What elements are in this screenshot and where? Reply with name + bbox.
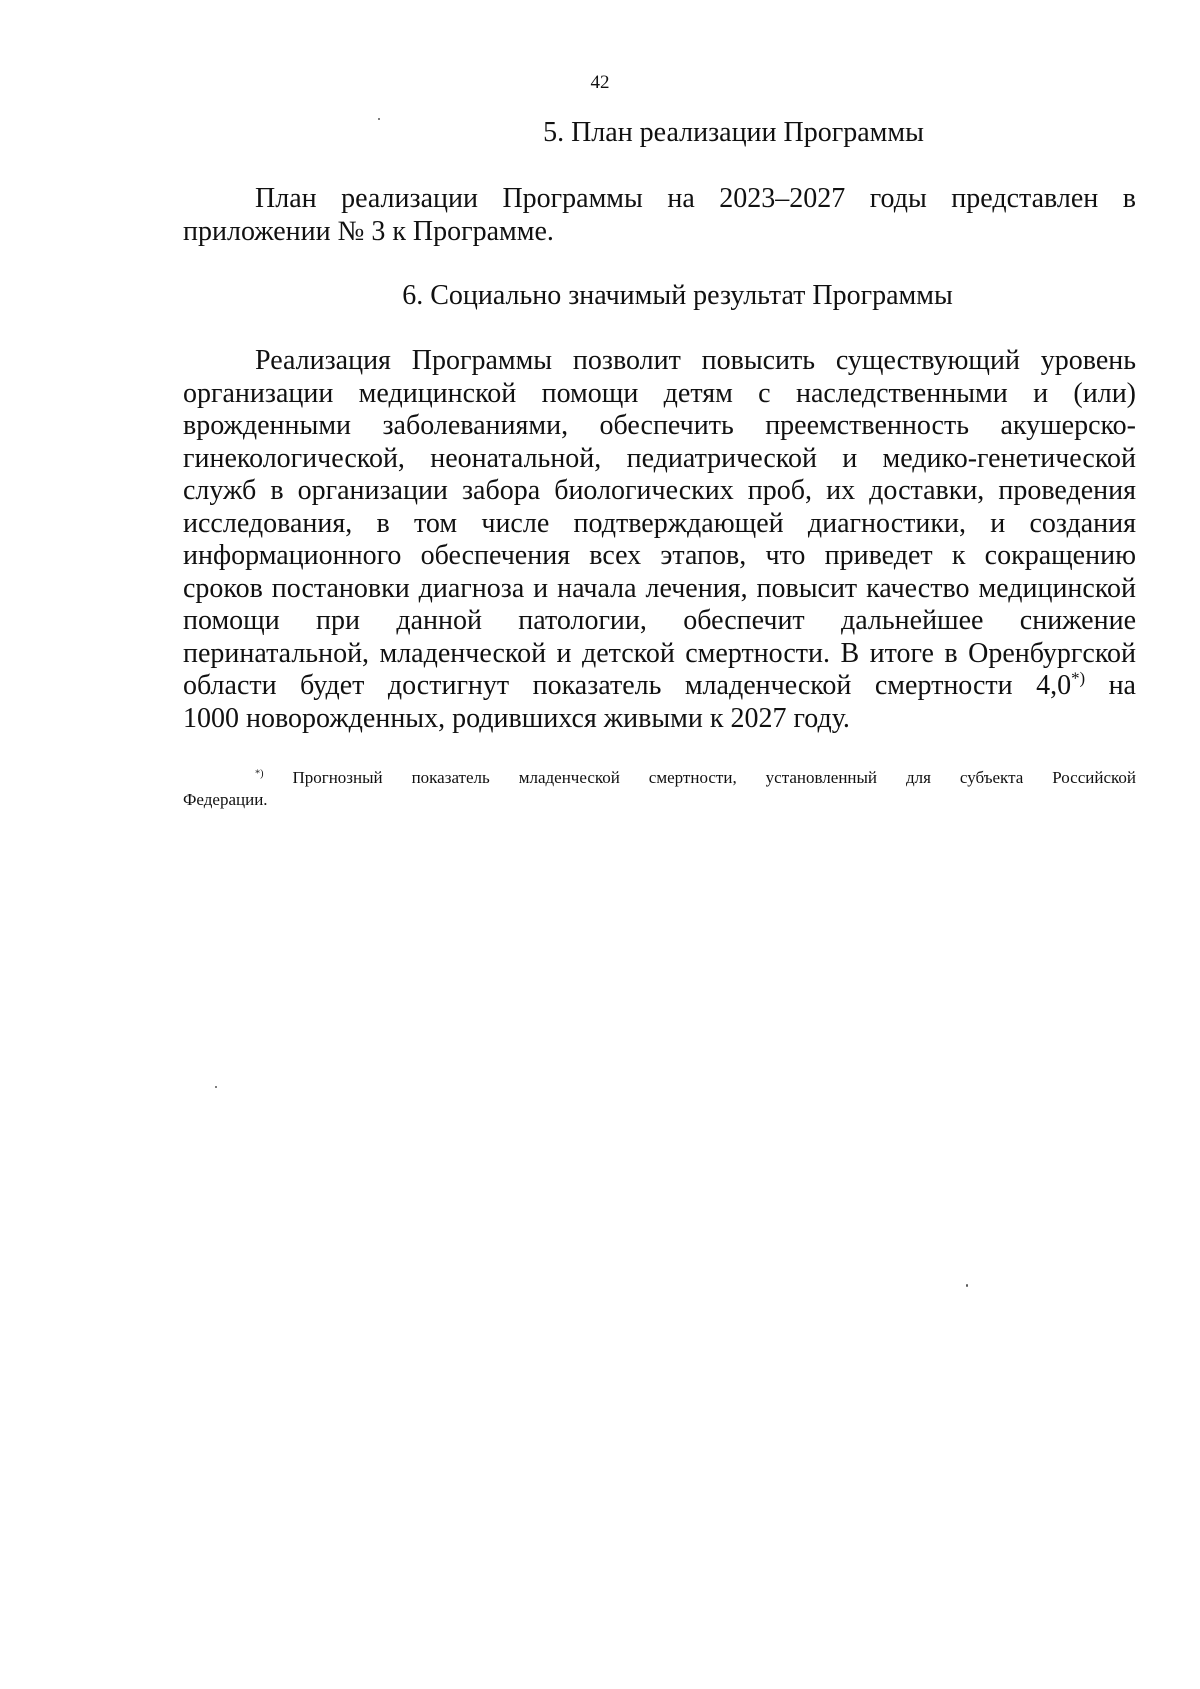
paragraph-line: помощи при данной патологии, обеспечит дальнейшее снижение [183,605,1136,636]
paragraph-line: организации медицинской помощи детям с наследственными и (или) [183,377,1136,409]
paragraph-line: Реализация Программы позволит повысить существующий уровень [255,345,1136,376]
section-6-paragraph [183,345,1136,735]
footnote-line: Федерации. [183,790,268,809]
footnote-line [183,767,1136,789]
section-5-paragraph [183,183,1136,248]
paragraph-line: План реализации Программы на 2023–2027 годы представлен в [255,183,1136,214]
page-number: 42 [590,72,610,93]
section-5-heading: 5. План реализации Программы [543,117,924,148]
scan-speck [378,118,380,120]
paragraph-line: сроков постановки диагноза и начала лечения, повысит качество медицинской [183,572,1136,604]
section-6-heading: 6. Социально значимый результат Программы [402,280,953,311]
paragraph-line: информационного обеспечения всех этапов, что приведет к сокращению [183,540,1136,571]
footnote-marker: *) [255,768,264,780]
footnote-reference: *) [1071,668,1086,688]
line-text: на [1085,670,1136,701]
paragraph-line: приложении № 3 к Программе. [183,215,554,247]
scan-speck [215,1086,217,1088]
paragraph-line: врожденными заболеваниями, обеспечить преемственность акушерско- [183,410,1136,441]
line-text: области будет достигнут показатель младенческой смертности 4,0 [183,670,1072,701]
footnote-text: Прогнозный показатель младенческой смертности, установленный для субъекта Российской [263,768,1136,787]
footnote [183,767,1136,811]
paragraph-line: исследования, в том числе подтверждающей диагностики, и создания [183,507,1136,539]
paragraph-line: 1000 новорожденных, родившихся живыми к 2027 году. [183,702,850,734]
paragraph-line: служб в организации забора биологических проб, их доставки, проведения [183,475,1136,506]
paragraph-line: гинекологической, неонатальной, педиатрической и медико-генетической [183,442,1136,474]
scan-speck [966,1284,968,1287]
paragraph-line-with-footnote-ref [183,670,1136,703]
paragraph-line: перинатальной, младенческой и детской смертности. В итоге в Оренбургской [183,637,1136,669]
